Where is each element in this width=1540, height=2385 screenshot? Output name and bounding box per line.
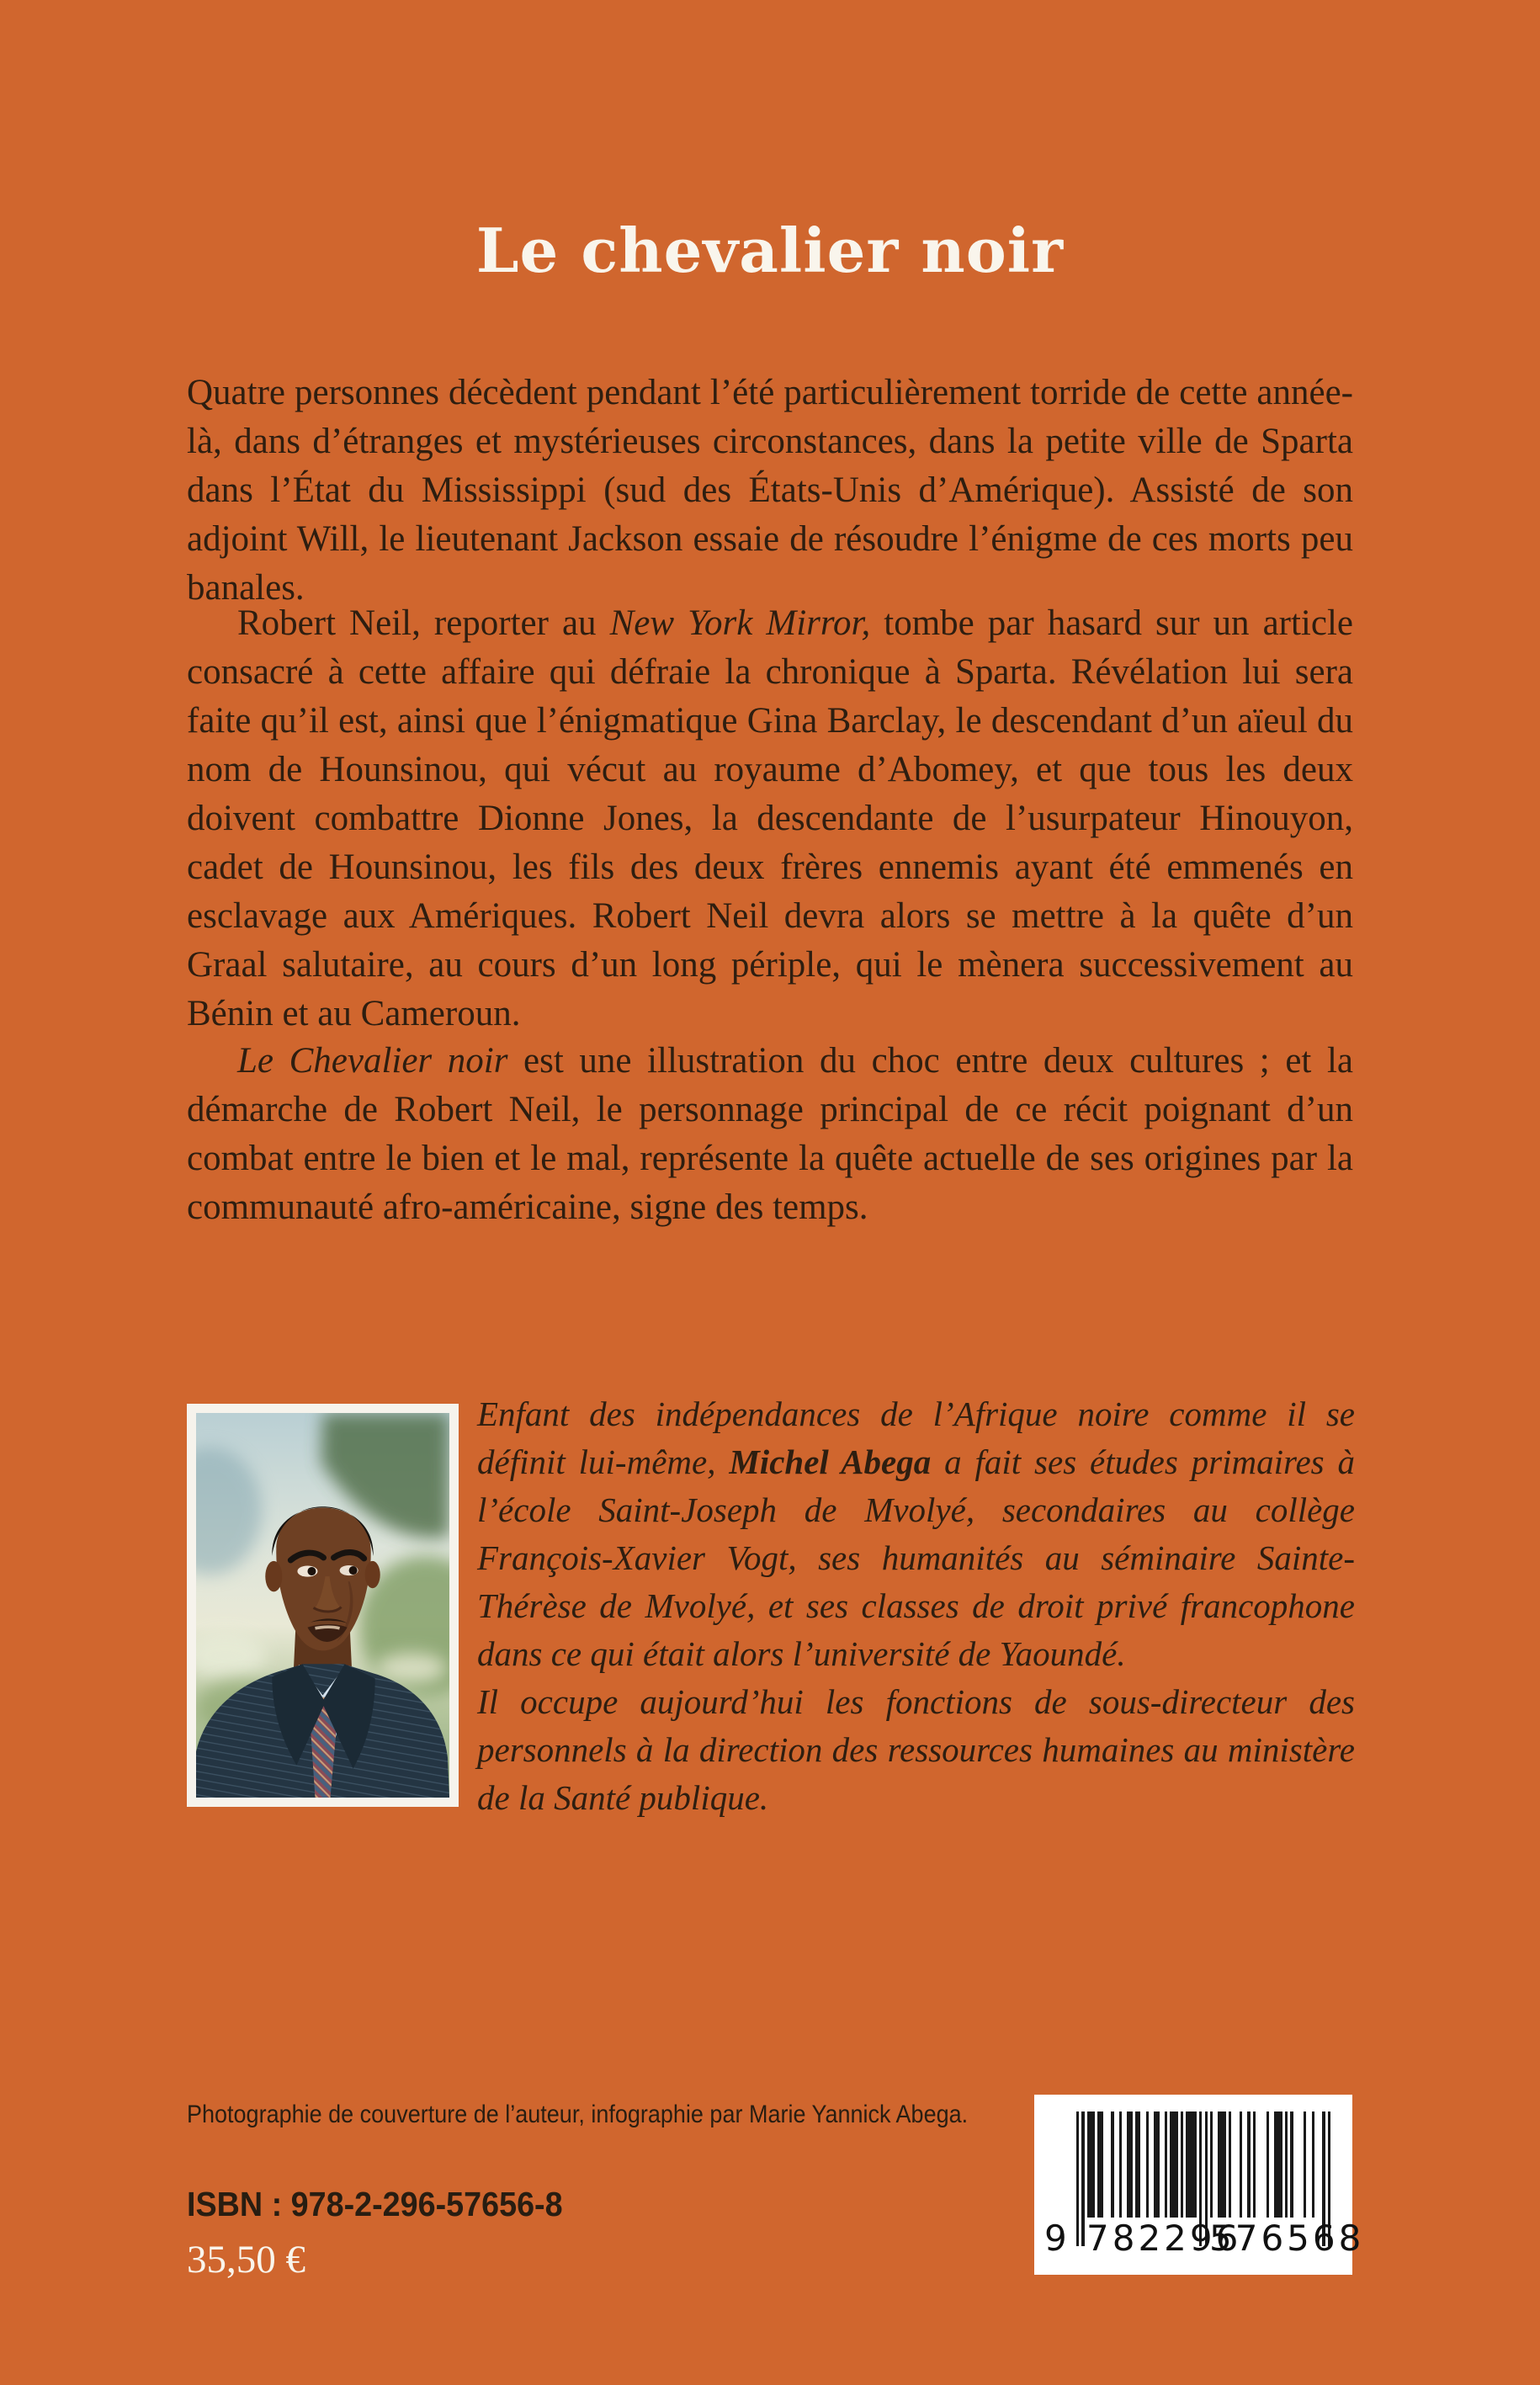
barcode-bar	[1146, 2111, 1149, 2218]
synopsis-paragraph-2	[187, 599, 1353, 1038]
barcode-digit-group: 576568	[1209, 2218, 1365, 2259]
barcode-digit-group: 9	[1044, 2218, 1067, 2259]
book-title-mention: Le Chevalier noir	[237, 1041, 508, 1081]
barcode-bar	[1247, 2111, 1250, 2218]
newspaper-title-mention: New York Mirror,	[609, 603, 871, 643]
text-segment: est une illustration du choc entre deux cultures ; et la démarche de Robert Neil, le personnage principal de ce récit poignant d’un combat entre le bien et le mal, représente la quête actuelle de ses origines par la communauté afro-américaine, signe des temps.	[187, 1041, 1353, 1227]
author-bio-paragraph-1	[477, 1390, 1355, 1678]
author-bio-paragraph-2: Il occupe aujourd’hui les fonctions de sous-directeur des personnels à la direction des ressources humaines au ministère de la Santé publique.	[477, 1682, 1355, 1817]
page-title: Le chevalier noir	[475, 215, 1065, 286]
barcode-bar	[1280, 2111, 1282, 2218]
barcode-bar	[1165, 2111, 1167, 2218]
barcode-bar	[1119, 2111, 1122, 2218]
synopsis-paragraph-1: Quatre personnes décèdent pendant l’été particulièrement torride de cette année-là, dans d’étranges et mystérieuses circonstances, dans la petite ville de Sparta dans l’État du Mississippi (sud des États-Unis d’Amérique). Assisté de son adjoint Will, le lieutenant Jackson essaie de résoudre l’énigme de ces morts peu banales.	[187, 373, 1353, 608]
synopsis-paragraph-3	[187, 1037, 1353, 1232]
barcode-bar	[1176, 2111, 1178, 2218]
barcode-bar	[1229, 2111, 1231, 2218]
barcode-bar	[1210, 2111, 1213, 2218]
text-segment: Enfant des indépendances de l’Afrique noire comme il se définit lui-même,	[477, 1394, 1355, 1481]
photo-credit: Photographie de couverture de l’auteur, infographie par Marie Yannick Abega.	[187, 2101, 969, 2128]
barcode-bar	[1304, 2111, 1306, 2218]
text-segment: Robert Neil, reporter au	[237, 603, 610, 643]
barcode-bar	[1312, 2111, 1314, 2218]
barcode-bar	[1138, 2111, 1140, 2218]
barcode-bar	[1111, 2111, 1113, 2218]
barcode-bar	[1130, 2111, 1133, 2218]
barcode-bars	[1076, 2111, 1330, 2218]
barcode-bar	[1290, 2111, 1293, 2218]
barcode-bar	[1267, 2111, 1269, 2218]
barcode	[1034, 2095, 1365, 2275]
barcode-digit-group: 782296	[1086, 2218, 1242, 2259]
barcode-bar	[1101, 2111, 1103, 2218]
author-portrait-illustration	[196, 1413, 449, 1798]
barcode-bar	[1240, 2111, 1242, 2218]
text-segment: a fait ses études primaires à l’école Saint-Joseph de Mvolyé, secondaires au collège François-Xavier Vogt, ses humanités au séminaire Sainte-Thérèse de Mvolyé, et ses classes de droit privé francophone dans ce qui était alors l’université de Yaoundé.	[477, 1442, 1355, 1673]
barcode-bar	[1194, 2111, 1197, 2218]
author-name: Michel Abega	[729, 1442, 932, 1481]
barcode-bar	[1156, 2111, 1159, 2218]
barcode-bar	[1285, 2111, 1288, 2218]
author-photo	[187, 1404, 459, 1807]
price-text: 35,50 €	[187, 2238, 305, 2281]
barcode-bar	[1253, 2111, 1256, 2218]
text-segment: tombe par hasard sur un article consacré à cette affaire qui défraie la chronique à Sparta. Révélation lui sera faite qu’il est, ainsi que l’énigmatique Gina Barclay, le descendant d’un aïeul du nom de Hounsinou, qui vécut au royaume d’Abomey, et que tous les deux doivent combattre Dionne Jones, la descendante de l’usurpateur Hinouyon, cadet de Hounsinou, les fils des deux frères ennemis ayant été emmenés en esclavage aux Amériques. Robert Neil devra alors se mettre à la quête d’un Graal salutaire, au cours d’un long périple, qui le mènera successivement au Bénin et au Cameroun.	[187, 603, 1353, 1033]
barcode-bar	[1092, 2111, 1095, 2218]
barcode-bar	[1181, 2111, 1183, 2218]
isbn-text: ISBN : 978-2-296-57656-8	[187, 2185, 563, 2223]
barcode-bar	[1224, 2111, 1226, 2218]
barcode-digits	[1034, 2218, 1365, 2265]
author-bio	[477, 1390, 1355, 1822]
